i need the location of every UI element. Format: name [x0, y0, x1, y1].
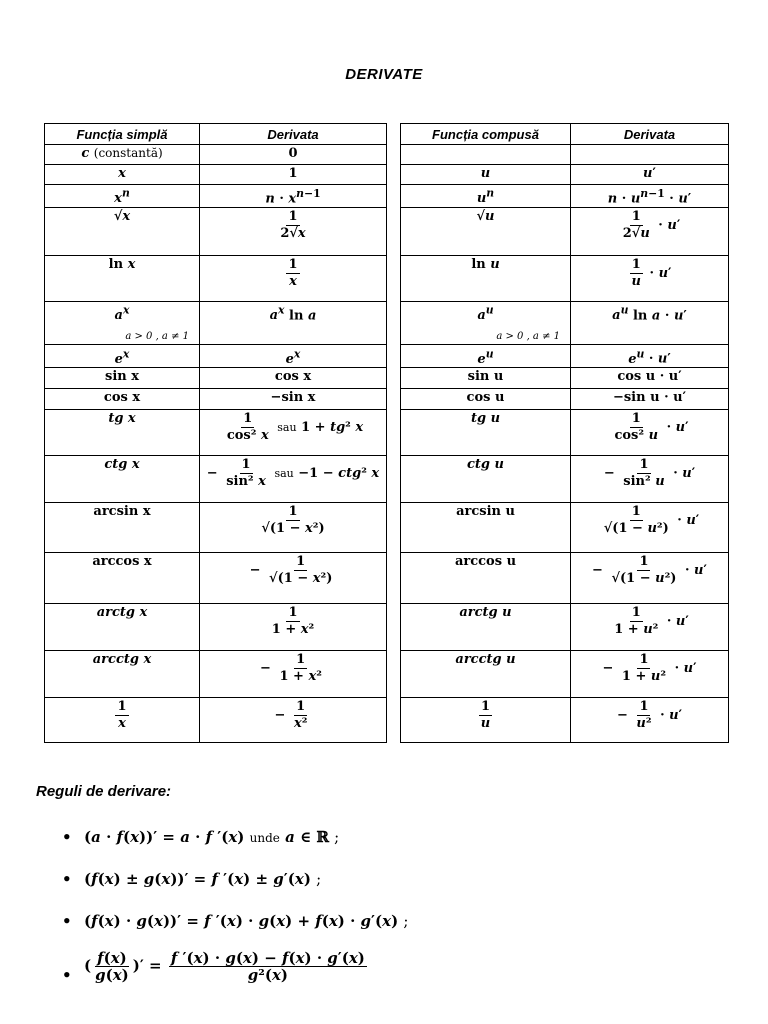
- column-header: Derivata: [200, 124, 387, 145]
- table-row: [401, 345, 729, 368]
- derivative-cell: $\frac{1}{\text{1 + u²}}$ · u′: [571, 604, 729, 651]
- bullet-icon: •: [62, 966, 72, 984]
- function-cell: $\frac{1}{u}$: [401, 698, 571, 743]
- table-row: [401, 553, 729, 604]
- derivative-cell: − $\frac{1}{\text{x²}}$: [200, 698, 387, 743]
- function-cell: arccos x: [45, 553, 200, 604]
- function-cell: cos u: [401, 389, 571, 410]
- function-cell: √u: [401, 208, 571, 256]
- table-row: [45, 302, 387, 345]
- derivative-cell: − $\frac{1}{\text{u²}}$ · u′: [571, 698, 729, 743]
- table-row: [401, 698, 729, 743]
- table-row: [45, 368, 387, 389]
- table-row: [401, 604, 729, 651]
- list-item: • (a · f(x))′ = a · f ′(x) unde a ∈ ℝ ;: [62, 828, 340, 846]
- column-header: Funcția simplă: [45, 124, 200, 145]
- derivative-cell: $n \cdot u^{n-1} \cdot u'$: [571, 185, 729, 208]
- function-cell: √x: [45, 208, 200, 256]
- derivative-cell: [571, 145, 729, 165]
- derivative-cell: cos x: [200, 368, 387, 389]
- table-row: [401, 651, 729, 698]
- derivative-cell: u′: [571, 165, 729, 185]
- derivative-cell: − $\frac{1}{\text{sin² x}}$ sau −1 − ctg² x: [200, 456, 387, 503]
- table-row: [45, 256, 387, 302]
- function-cell: arctg u: [401, 604, 571, 651]
- derivative-cell: $a^u$ ln a · u′: [571, 302, 729, 345]
- simple-functions-table: [44, 123, 387, 743]
- derivative-cell: − $\frac{1}{\text{sin² u}}$ · u′: [571, 456, 729, 503]
- table-row: [401, 410, 729, 456]
- table-row: [45, 651, 387, 698]
- function-cell: ln u: [401, 256, 571, 302]
- derivative-cell: $\frac{1}{\text{cos² u}}$ · u′: [571, 410, 729, 456]
- derivative-cell: 0: [200, 145, 387, 165]
- function-cell: cos x: [45, 389, 200, 410]
- derivative-cell: $a^x$ ln a: [200, 302, 387, 345]
- function-cell: $e^x$: [45, 345, 200, 368]
- function-cell: x: [45, 165, 200, 185]
- function-cell: arctg x: [45, 604, 200, 651]
- function-cell: u: [401, 165, 571, 185]
- function-cell: $x^n$: [45, 185, 200, 208]
- condition-note: a > 0 , a ≠ 1: [125, 331, 189, 343]
- table-row: [45, 553, 387, 604]
- derivative-cell: − $\frac{1}{\text{√(1 − u²)}}$ · u′: [571, 553, 729, 604]
- bullet-icon: •: [62, 870, 72, 888]
- table-row: [401, 456, 729, 503]
- function-cell: ln x: [45, 256, 200, 302]
- table-row: [45, 410, 387, 456]
- derivative-cell: $\frac{1}{\text{1 + x²}}$: [200, 604, 387, 651]
- function-cell: sin x: [45, 368, 200, 389]
- list-item: • ( $\frac{f(x)}{g(x)}$ )′ = $\frac{f '(x) \cdot g(x) - f(x) \cdot g'(x)}{\text{g²(x)}}$: [62, 949, 365, 984]
- function-cell: tg x: [45, 410, 200, 456]
- column-header: Funcția compusă: [401, 124, 571, 145]
- table-header-row: [401, 124, 729, 145]
- table-row: [401, 389, 729, 410]
- derivative-cell: $e^u \cdot u'$: [571, 345, 729, 368]
- derivative-cell: $\frac{1}{u}$ · u′: [571, 256, 729, 302]
- derivative-cell: $\frac{1}{\text{√(1 − x²)}}$: [200, 503, 387, 553]
- column-header: Derivata: [571, 124, 729, 145]
- table-row: [401, 368, 729, 389]
- list-item: • (f(x) ± g(x))′ = f ′(x) ± g′(x) ;: [62, 870, 322, 888]
- table-row: [45, 185, 387, 208]
- table-row: [401, 302, 729, 345]
- function-cell: arcsin u: [401, 503, 571, 553]
- derivative-cell: $\frac{1}{2√x}$: [200, 208, 387, 256]
- table-row: [401, 165, 729, 185]
- function-cell: $a^x$ a > 0 , a ≠ 1: [45, 302, 200, 345]
- table-row: [401, 256, 729, 302]
- table-row: [401, 145, 729, 165]
- function-cell: arcctg x: [45, 651, 200, 698]
- condition-note: a > 0 , a ≠ 1: [496, 331, 560, 343]
- function-cell: arcsin x: [45, 503, 200, 553]
- list-item: • (f(x) · g(x))′ = f ′(x) · g(x) + f(x) · g′(x) ;: [62, 912, 409, 930]
- table-row: [45, 165, 387, 185]
- function-cell: $\frac{1}{x}$: [45, 698, 200, 743]
- derivative-cell: − $\frac{1}{\text{1 + u²}}$ · u′: [571, 651, 729, 698]
- derivative-cell: − $\frac{1}{\text{√(1 − x²)}}$: [200, 553, 387, 604]
- derivative-cell: $\frac{1}{x}$: [200, 256, 387, 302]
- derivative-cell: 1: [200, 165, 387, 185]
- function-cell: arcctg u: [401, 651, 571, 698]
- page-title: DERIVATE: [345, 66, 423, 83]
- table-row: [401, 185, 729, 208]
- derivative-cell: $e^x$: [200, 345, 387, 368]
- function-cell: $u^n$: [401, 185, 571, 208]
- table-row: [45, 345, 387, 368]
- table-row: [45, 389, 387, 410]
- bullet-icon: •: [62, 912, 72, 930]
- function-cell: $a^u$ a > 0 , a ≠ 1: [401, 302, 571, 345]
- bullet-icon: •: [62, 828, 72, 846]
- table-row: [401, 208, 729, 256]
- derivative-cell: cos u · u′: [571, 368, 729, 389]
- function-cell: c (constantă): [45, 145, 200, 165]
- table-row: [45, 604, 387, 651]
- table-row: [45, 145, 387, 165]
- derivative-cell: $\frac{1}{\text{√(1 − u²)}}$ · u′: [571, 503, 729, 553]
- table-row: [45, 208, 387, 256]
- derivative-cell: $n \cdot x^{n-1}$: [200, 185, 387, 208]
- table-row: [45, 456, 387, 503]
- table-row: [401, 503, 729, 553]
- rules-heading: Reguli de derivare:: [36, 783, 172, 800]
- function-cell: ctg u: [401, 456, 571, 503]
- derivative-cell: $\frac{1}{2√u}$ · u′: [571, 208, 729, 256]
- function-cell: tg u: [401, 410, 571, 456]
- table-row: [45, 503, 387, 553]
- function-cell: $e^u$: [401, 345, 571, 368]
- function-cell: [401, 145, 571, 165]
- function-cell: arccos u: [401, 553, 571, 604]
- derivative-cell: $\frac{1}{\text{cos² x}}$ sau 1 + tg² x: [200, 410, 387, 456]
- function-cell: ctg x: [45, 456, 200, 503]
- derivative-cell: −sin x: [200, 389, 387, 410]
- composite-functions-table: [400, 123, 729, 743]
- derivative-cell: − $\frac{1}{\text{1 + x²}}$: [200, 651, 387, 698]
- function-cell: sin u: [401, 368, 571, 389]
- derivative-cell: −sin u · u′: [571, 389, 729, 410]
- table-row: [45, 698, 387, 743]
- table-header-row: [45, 124, 387, 145]
